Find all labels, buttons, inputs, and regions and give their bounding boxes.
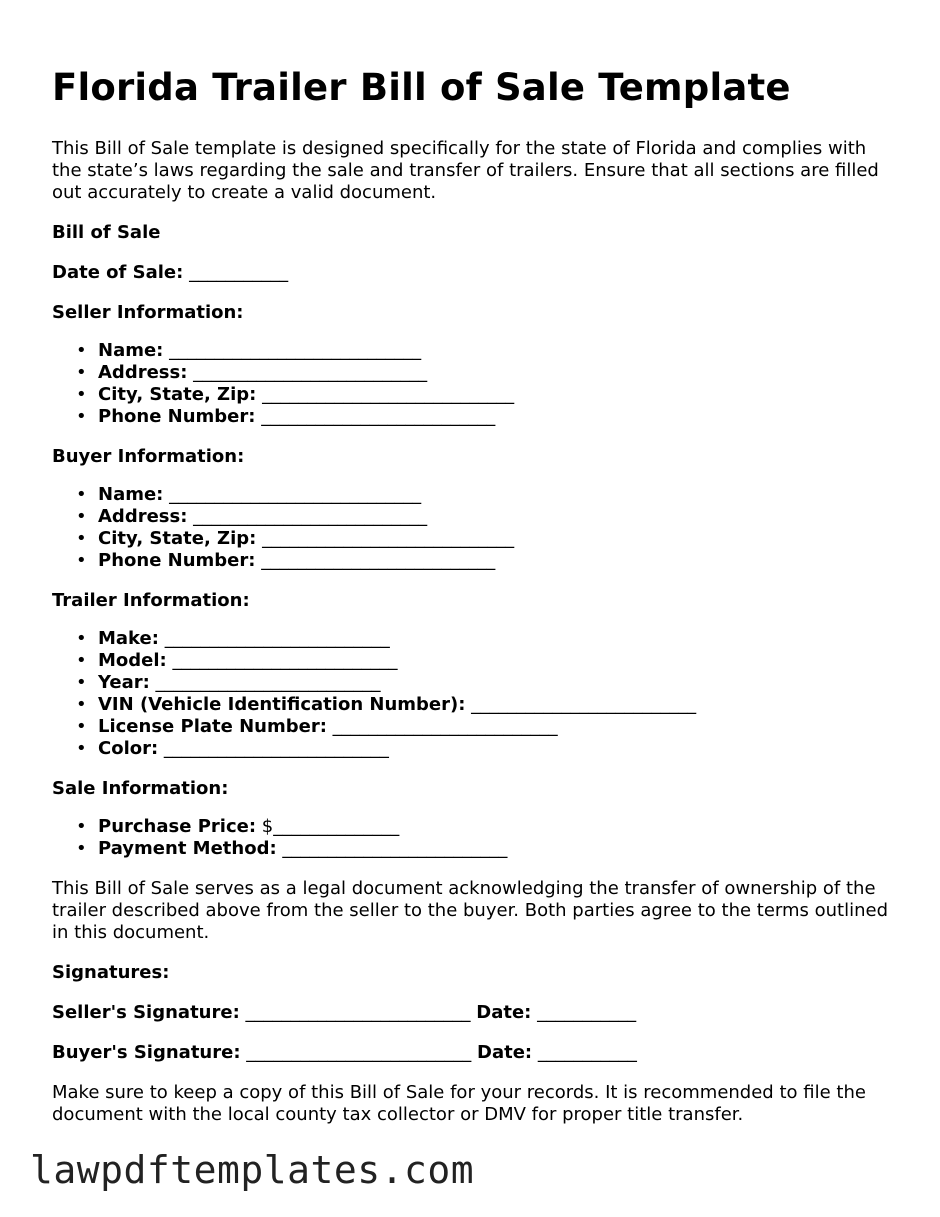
field-label: Color: [98,738,159,759]
trailer-year-item [98,672,892,694]
buyer-address-field[interactable]: __________________________ [193,506,428,527]
seller-name-field[interactable]: ____________________________ [169,340,422,361]
document-page [52,60,892,1144]
trailer-fields-list [52,628,892,760]
date-of-sale-line [52,262,892,284]
trailer-year-field[interactable]: _________________________ [155,672,381,693]
field-label: Model: [98,650,167,671]
field-label: Purchase Price: [98,816,257,837]
bill-heading: Bill of Sale [52,222,161,243]
buyer-phone-field[interactable]: __________________________ [261,550,496,571]
field-label: Year: [98,672,150,693]
trailer-make-field[interactable]: _________________________ [164,628,390,649]
seller-address-field[interactable]: __________________________ [193,362,428,383]
acknowledgement-paragraph: This Bill of Sale serves as a legal document acknowledging the transfer of ownership of the trailer described above from the seller to the buyer. Both parties agree to the terms outlined in this document. [52,878,889,943]
signatures-heading: Signatures: [52,962,170,983]
field-label: License Plate Number: [98,716,327,737]
sale-fields-list [52,816,892,860]
field-label: VIN (Vehicle Identification Number): [98,694,466,715]
seller-phone-field[interactable]: __________________________ [261,406,496,427]
buyer-name-field[interactable]: ____________________________ [169,484,422,505]
site-watermark: lawpdftemplates.com [30,1148,475,1192]
trailer-plate-field[interactable]: _________________________ [332,716,558,737]
page-title: Florida Trailer Bill of Sale Template [52,66,791,109]
trailer-color-field[interactable]: _________________________ [163,738,389,759]
seller-signature-field[interactable]: _________________________ [245,1002,471,1023]
field-label: City, State, Zip: [98,528,257,549]
field-label: Name: [98,484,164,505]
field-label: Address: [98,362,188,383]
buyer-name-item [98,484,892,506]
field-label: Address: [98,506,188,527]
seller-address-item [98,362,892,384]
seller-heading: Seller Information: [52,302,244,323]
field-label: Phone Number: [98,550,256,571]
buyer-date-field[interactable]: ___________ [537,1042,637,1063]
trailer-model-field[interactable]: _________________________ [172,650,398,671]
buyer-date-label: Date: [477,1042,533,1063]
date-of-sale-field[interactable]: ___________ [189,262,289,283]
sale-heading: Sale Information: [52,778,229,799]
buyer-city-item [98,528,892,550]
trailer-plate-item [98,716,892,738]
seller-signature-line [52,1002,892,1024]
seller-date-field[interactable]: ___________ [537,1002,637,1023]
purchase-price-field[interactable]: $______________ [261,816,400,837]
trailer-color-item [98,738,892,760]
trailer-heading: Trailer Information: [52,590,250,611]
trailer-vin-item [98,694,892,716]
field-label: Make: [98,628,159,649]
seller-date-label: Date: [476,1002,532,1023]
field-label: City, State, Zip: [98,384,257,405]
trailer-model-item [98,650,892,672]
date-of-sale-label: Date of Sale: [52,262,184,283]
seller-city-field[interactable]: ____________________________ [262,384,515,405]
buyer-signature-line [52,1042,892,1064]
buyer-phone-item [98,550,892,572]
payment-method-item [98,838,892,860]
field-label: Name: [98,340,164,361]
payment-method-field[interactable]: _________________________ [282,838,508,859]
purchase-price-item [98,816,892,838]
buyer-signature-field[interactable]: _________________________ [246,1042,472,1063]
seller-name-item [98,340,892,362]
seller-fields-list [52,340,892,428]
seller-phone-item [98,406,892,428]
seller-city-item [98,384,892,406]
field-label: Payment Method: [98,838,277,859]
seller-signature-label: Seller's Signature: [52,1002,240,1023]
buyer-heading: Buyer Information: [52,446,245,467]
buyer-fields-list [52,484,892,572]
trailer-vin-field[interactable]: _________________________ [471,694,697,715]
buyer-address-item [98,506,892,528]
trailer-make-item [98,628,892,650]
field-label: Phone Number: [98,406,256,427]
intro-paragraph: This Bill of Sale template is designed specifically for the state of Florida and complies with the state’s laws regarding the sale and transfer of trailers. Ensure that all sections are filled out accurately to create a valid document. [52,138,879,203]
buyer-signature-label: Buyer's Signature: [52,1042,241,1063]
buyer-city-field[interactable]: ____________________________ [262,528,515,549]
closing-paragraph: Make sure to keep a copy of this Bill of Sale for your records. It is recommended to file the document with the local county tax collector or DMV for proper title transfer. [52,1082,866,1125]
